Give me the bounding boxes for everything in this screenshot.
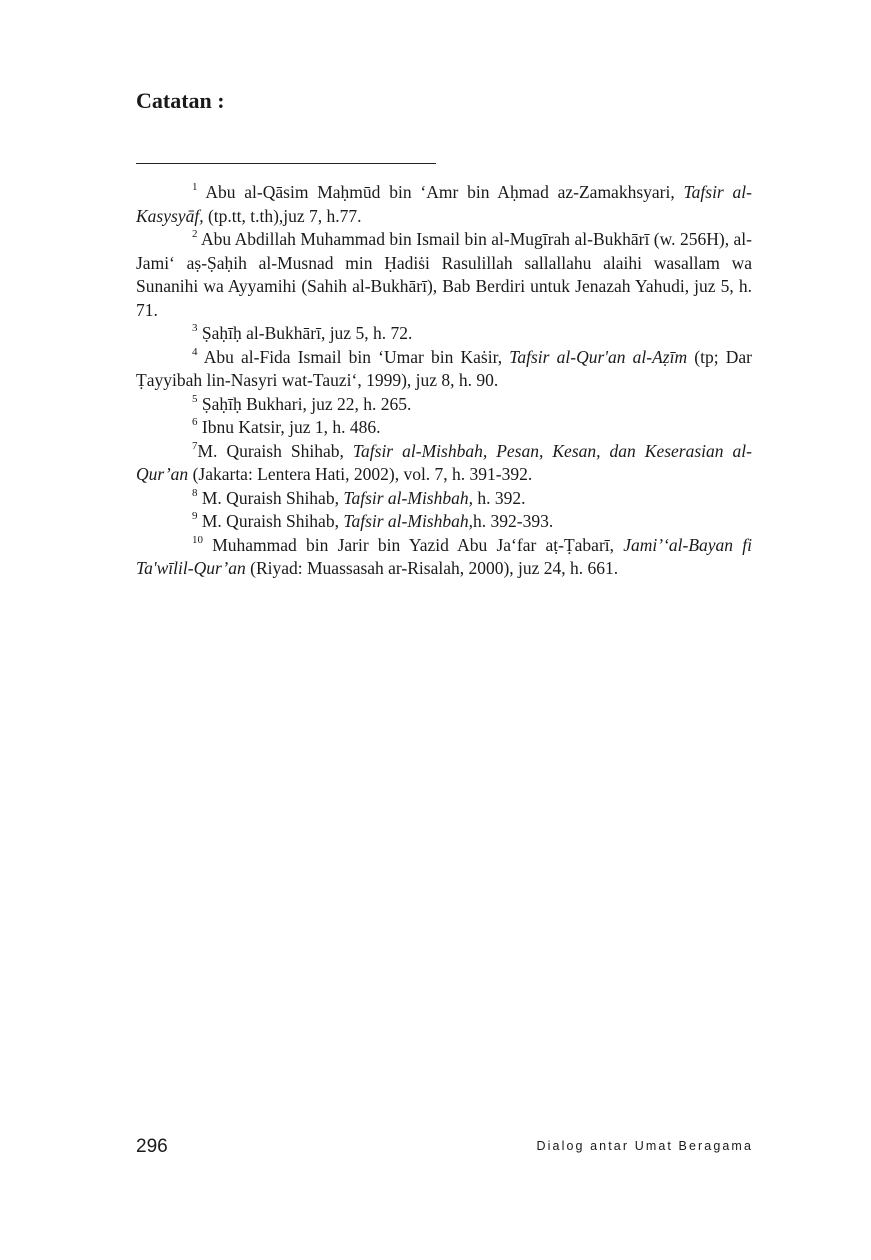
footnote-text: Abu al-Qāsim Maḥmūd bin ‘Amr bin Aḥmad az-Zamakhsyari, — [205, 182, 684, 202]
footnote-text: M. Quraish Shihab, — [201, 511, 344, 531]
footnote-number: 1 — [192, 181, 198, 194]
footnote-number: 6 — [192, 416, 198, 429]
footnote-title: Tafsir al-Mishbah, — [343, 487, 473, 508]
footnote — [136, 534, 752, 581]
footnote-title: Tafsir al-Mishbah, — [343, 511, 473, 531]
footnote — [136, 510, 752, 534]
footnote-title: Jami’‘al-Bayan fi Ta'wīlil-Qur’an — [136, 534, 752, 578]
footnote-text: Abu Abdillah Muhammad bin Ismail bin al-Mugīrah al-Bukhārī (w. 256H), al-Jami‘ aṣ-Ṣaḥih al-Musnad min Ḥadiṡi Rasulillah sallallahu alaihi wasallam wa Sunanihi wa Ayyamihi (Sahih al-Bukhārī), Bab Berdiri untuk Jenazah Yahudi, juz 5, h. 71. — [136, 229, 752, 320]
page-heading: Catatan : — [136, 88, 225, 113]
running-title: Dialog antar Umat Beragama — [536, 1139, 753, 1153]
footnotes-list — [136, 181, 752, 581]
footnote-text: M. Quraish Shihab, — [197, 440, 353, 461]
footnote-number: 4 — [192, 345, 198, 358]
footnote-number: 7 — [192, 439, 198, 452]
footnote-number: 5 — [192, 392, 198, 405]
footnote-text: Ṣaḥīḥ Bukhari, juz 22, h. 265. — [201, 393, 412, 414]
footnote-title: Tafsir al-Qur'an al-Aẓīm — [509, 346, 688, 367]
footnote — [136, 322, 752, 346]
footnote — [136, 416, 752, 440]
footnote-text: (Jakarta: Lentera Hati, 2002), vol. 7, h. 391-392. — [188, 464, 533, 484]
footnote — [136, 228, 752, 322]
footnote-title: Tafsir al-Kasysyāf, — [136, 182, 752, 226]
footnote-text: (tp; Dar Ṭayyibah lin-Nasyri wat-Tauzi‘, 1999), juz 8, h. 90. — [136, 346, 752, 390]
footnote-number: 10 — [192, 533, 203, 546]
footnote-number: 2 — [192, 228, 198, 241]
footnote-text: (tp.tt, t.th),juz 7, h.77. — [203, 205, 362, 226]
footnote — [136, 393, 752, 417]
footnote — [136, 487, 752, 511]
footnote-text: Abu al-Fida Ismail bin ‘Umar bin Kaṡir, — [203, 346, 510, 367]
footnote-number: 3 — [192, 322, 198, 335]
footnote-number: 9 — [192, 510, 198, 523]
footnote-text: Ṣaḥīḥ al-Bukhārī, juz 5, h. 72. — [201, 323, 413, 343]
footnote-text: h. 392-393. — [473, 511, 554, 531]
page-number: 296 — [136, 1136, 168, 1157]
footnote — [136, 181, 752, 228]
footnote-text: Muhammad bin Jarir bin Yazid Abu Ja‘far aṭ-Ṭabarī, — [212, 534, 624, 555]
footnote-text: h. 392. — [473, 487, 526, 508]
footnote-text: M. Quraish Shihab, — [201, 487, 344, 508]
footnote-number: 8 — [192, 486, 198, 499]
footnote-text: (Riyad: Muassasah ar-Risalah, 2000), juz 24, h. 661. — [245, 558, 619, 578]
footnote — [136, 346, 752, 393]
footnote-separator — [136, 163, 436, 164]
footnote-text: Ibnu Katsir, juz 1, h. 486. — [201, 417, 381, 437]
footnote-title: Tafsir al-Mishbah, Pesan, Kesan, dan Keserasian al-Qur’an — [136, 440, 752, 484]
footnote — [136, 440, 752, 487]
